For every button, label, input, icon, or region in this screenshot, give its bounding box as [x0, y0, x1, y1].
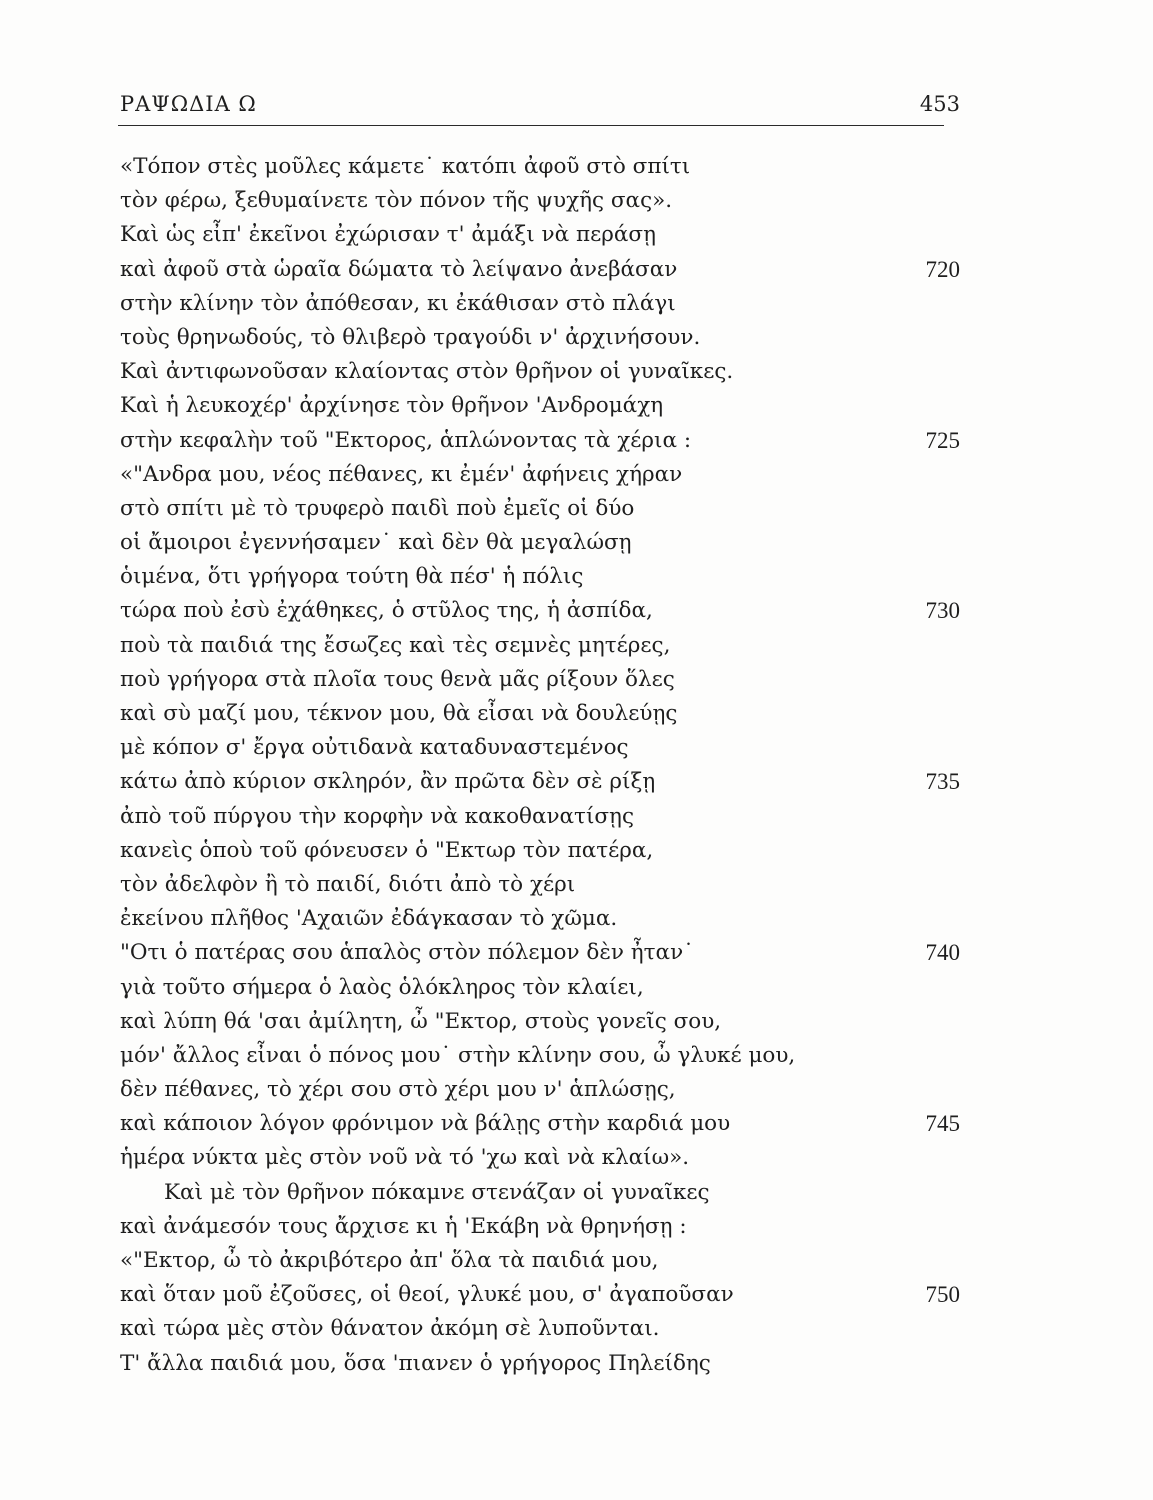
running-header: [120, 92, 960, 126]
verse-line: [120, 492, 960, 526]
verse-text: καὶ ἀνάμεσόν τους ἄρχισε κι ἡ 'Εκάβη νὰ θρηνήσῃ :: [120, 1213, 687, 1239]
verse-text: ποὺ γρήγορα στὰ πλοῖα τους θενὰ μᾶς ρίξουν ὅλες: [120, 666, 675, 692]
line-number: 740: [925, 940, 960, 966]
verse-text: καὶ τώρα μὲς στὸν θάνατον ἀκόμη σὲ λυποῦνται.: [120, 1316, 660, 1342]
verse-line: [120, 1278, 960, 1312]
verse-text: τὸν ἀδελφὸν ἢ τὸ παιδί, διότι ἀπὸ τὸ χέρι: [120, 871, 576, 897]
verse-line: [120, 1141, 960, 1175]
line-number: 735: [925, 769, 960, 795]
verse-line: [120, 458, 960, 492]
verse-line: [120, 834, 960, 868]
line-number: 750: [925, 1282, 960, 1308]
verse-text: ἀπὸ τοῦ πύργου τὴν κορφὴν νὰ κακοθανατίσῃς: [120, 803, 634, 829]
verse-line: [120, 1347, 960, 1381]
verse-line: [120, 731, 960, 765]
page-number: 453: [919, 92, 960, 116]
verse-line: [120, 1176, 960, 1210]
verse-line: [120, 663, 960, 697]
verse-text: καὶ ὅταν μοῦ ἐζοῦσες, οἱ θεοί, γλυκέ μου, σ' ἀγαποῦσαν: [120, 1282, 734, 1308]
verse-text: μὲ κόπον σ' ἔργα οὐτιδανὰ καταδυναστεμένος: [120, 735, 629, 761]
verse-line: [120, 902, 960, 936]
verse-text: ἡμέρα νύκτα μὲς στὸν νοῦ νὰ τό 'χω καὶ νὰ κλαίω».: [120, 1145, 690, 1171]
verse-text: τώρα ποὺ ἐσὺ ἐχάθηκες, ὁ στῦλος της, ἡ ἀσπίδα,: [120, 598, 653, 624]
verse-line: [120, 765, 960, 799]
verse-text: «Τόπον στὲς μοῦλες κάμετε˙ κατόπι ἀφοῦ στὸ σπίτι: [120, 154, 691, 179]
chapter-title: ΡΑΨΩΔΙΑ Ω: [120, 92, 257, 116]
verse-line: [120, 1073, 960, 1107]
verse-line: [120, 1312, 960, 1346]
verse-line: [120, 1210, 960, 1244]
line-number: 730: [925, 598, 960, 624]
verse-line: [120, 1039, 960, 1073]
verse-line: [120, 936, 960, 970]
verse-line: [120, 800, 960, 834]
verse-text: γιὰ τοῦτο σήμερα ὁ λαὸς ὁλόκληρος τὸν κλαίει,: [120, 974, 644, 1000]
verse-line: [120, 594, 960, 628]
verse-line: [120, 868, 960, 902]
verse-text: καὶ κάποιον λόγον φρόνιμον νὰ βάλῃς στὴν καρδιά μου: [120, 1111, 731, 1137]
verse-text: μόν' ἄλλος εἶναι ὁ πόνος μου˙ στὴν κλίνην σου, ὦ γλυκέ μου,: [120, 1042, 796, 1068]
verse-line: [120, 389, 960, 423]
line-number: 725: [925, 427, 960, 453]
verse-line: [120, 150, 960, 184]
verse-text: «"Ανδρα μου, νέος πέθανες, κι ἐμέν' ἀφήνεις χήραν: [120, 461, 683, 487]
verse-text: κανεὶς ὁποὺ τοῦ φόνευσεν ὁ "Εκτωρ τὸν πατέρα,: [120, 837, 654, 863]
verse-text: κάτω ἀπὸ κύριον σκληρόν, ἂν πρῶτα δὲν σὲ ρίξῃ: [120, 769, 656, 795]
line-number: 745: [925, 1111, 960, 1137]
verse-line: [120, 526, 960, 560]
verse-text: ὁιμένα, ὅτι γρήγορα τούτη θὰ πέσ' ἡ πόλις: [120, 564, 584, 590]
verse-text: καὶ σὺ μαζί μου, τέκνον μου, θὰ εἶσαι νὰ δουλεύῃς: [120, 701, 678, 726]
verse-text: Καὶ ὡς εἶπ' ἐκεῖνοι ἐχώρισαν τ' ἀμάξι νὰ περάσῃ: [120, 222, 656, 248]
verse-text: τοὺς θρηνωδούς, τὸ θλιβερὸ τραγούδι ν' ἀρχινήσουν.: [120, 324, 701, 350]
verse-text: "Οτι ὁ πατέρας σου ἁπαλὸς στὸν πόλεμον δὲν ἦταν˙: [120, 940, 694, 966]
verse-line: [120, 971, 960, 1005]
line-number: 720: [925, 256, 960, 282]
verse-line: [120, 424, 960, 458]
verse-text: στὴν κλίνην τὸν ἀπόθεσαν, κι ἐκάθισαν στὸ πλάγι: [120, 290, 676, 316]
verse-line: [120, 253, 960, 287]
verse-line: [120, 1005, 960, 1039]
verse-text: δὲν πέθανες, τὸ χέρι σου στὸ χέρι μου ν' ἁπλώσῃς,: [120, 1077, 676, 1103]
verse-line: [120, 355, 960, 389]
verse-line: [120, 1107, 960, 1141]
verse-text: τὸν φέρω, ξεθυμαίνετε τὸν πόνον τῆς ψυχῆς σας».: [120, 188, 673, 214]
verse-line: [120, 560, 960, 594]
verse-list: [120, 150, 960, 1381]
verse-text: ἐκείνου πλῆθος 'Αχαιῶν ἐδάγκασαν τὸ χῶμα.: [120, 906, 618, 932]
verse-text: στὸ σπίτι μὲ τὸ τρυφερὸ παιδὶ ποὺ ἐμεῖς οἱ δύο: [120, 495, 635, 521]
verse-text: Καὶ μὲ τὸν θρῆνον πόκαμνε στενάζαν οἱ γυναῖκες: [164, 1179, 710, 1205]
verse-line: [120, 184, 960, 218]
verse-line: [120, 287, 960, 321]
verse-line: [120, 321, 960, 355]
verse-text: ποὺ τὰ παιδιά της ἔσωζες καὶ τὲς σεμνὲς μητέρες,: [120, 632, 671, 658]
verse-line: [120, 697, 960, 731]
verse-text: Καὶ ἡ λευκοχέρ' ἀρχίνησε τὸν θρῆνον 'Ανδρομάχη: [120, 393, 664, 419]
verse-text: καὶ ἀφοῦ στὰ ὡραῖα δώματα τὸ λείψανο ἀνεβάσαν: [120, 256, 678, 282]
verse-line: [120, 629, 960, 663]
verse-line: [120, 1244, 960, 1278]
header-rule: [118, 125, 944, 126]
verse-line: [120, 218, 960, 252]
verse-text: Τ' ἄλλα παιδιά μου, ὅσα 'πιανεν ὁ γρήγορος Πηλείδης: [120, 1350, 711, 1376]
verse-text: οἱ ἄμοιροι ἐγεννήσαμεν˙ καὶ δὲν θὰ μεγαλώσῃ: [120, 530, 632, 556]
verse-text: Καὶ ἀντιφωνοῦσαν κλαίοντας στὸν θρῆνον οἱ γυναῖκες.: [120, 359, 734, 385]
verse-text: «"Εκτορ, ὦ τὸ ἀκριβότερο ἀπ' ὅλα τὰ παιδιά μου,: [120, 1248, 659, 1273]
verse-text: καὶ λύπη θά 'σαι ἀμίλητη, ὦ "Εκτορ, στοὺς γονεῖς σου,: [120, 1008, 722, 1034]
verse-text: στὴν κεφαλὴν τοῦ "Εκτορος, ἁπλώνοντας τὰ χέρια :: [120, 427, 692, 453]
